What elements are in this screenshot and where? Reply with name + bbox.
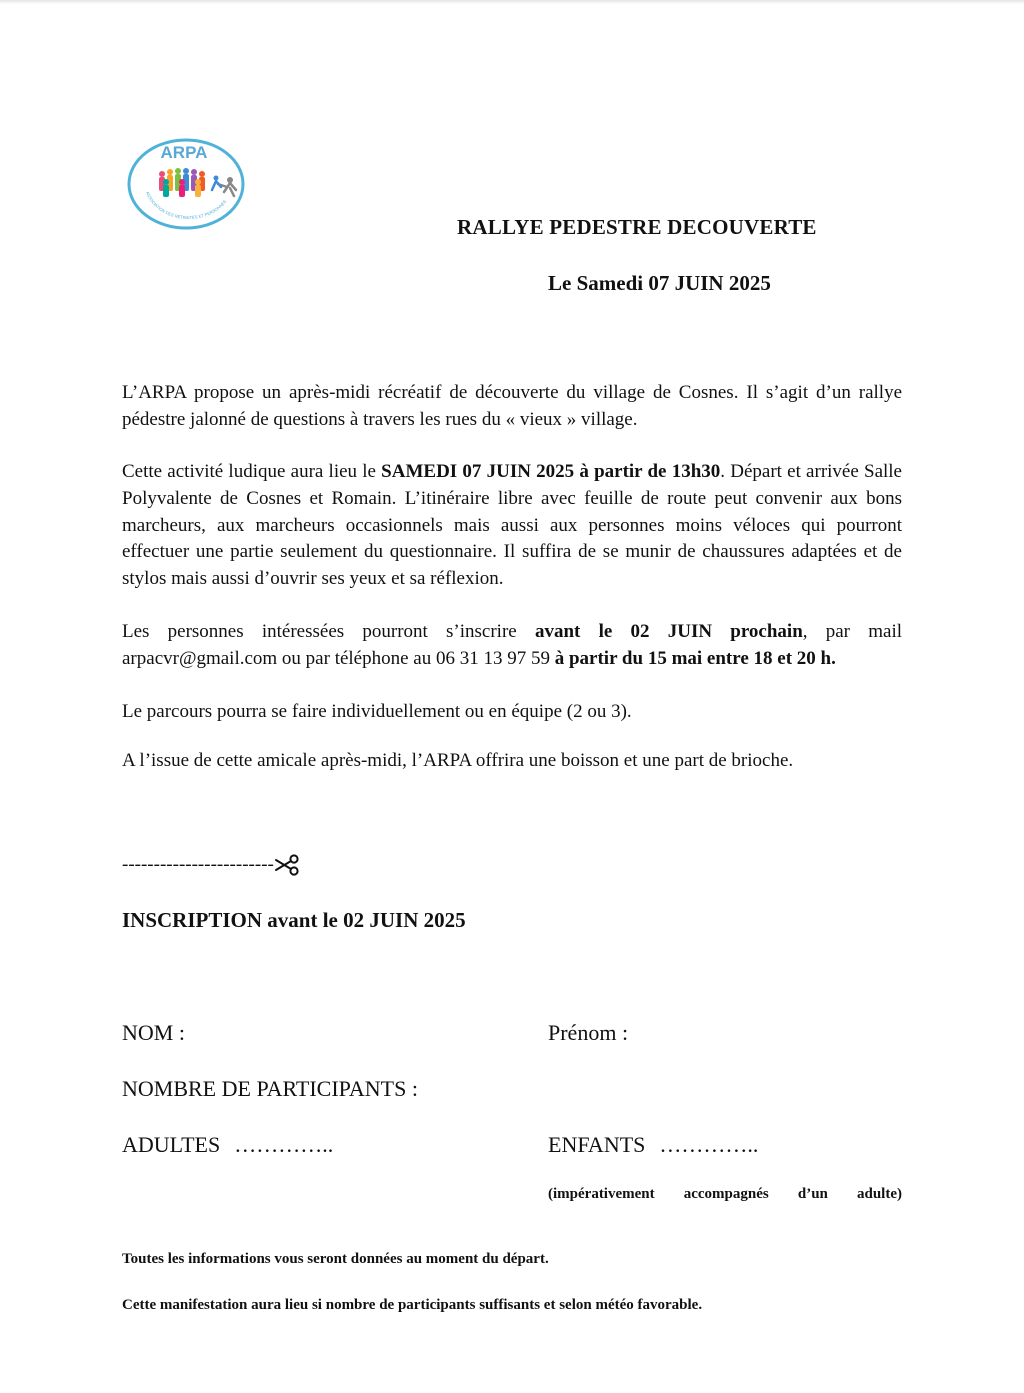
paragraph-closing: A l’issue de cette amicale après-midi, l’ARPA offrira une boisson et une part de brioche. bbox=[122, 750, 794, 771]
logo-ring-text: ASSOCIATION DES RETRAITÉS ET PERSONNES bbox=[145, 190, 228, 221]
arpa-logo bbox=[126, 132, 250, 232]
paragraph-activity bbox=[122, 459, 902, 593]
nom-field-label: NOM : bbox=[122, 1020, 185, 1045]
paragraph-registration bbox=[122, 619, 902, 673]
paragraph-activity-start: Cette activité ludique aura lieu le bbox=[122, 461, 382, 482]
paragraph-team: Le parcours pourra se faire individuellement ou en équipe (2 ou 3). bbox=[122, 701, 632, 722]
registration-hours: à partir du 15 mai entre 18 et 20 h. bbox=[554, 647, 836, 669]
scissors-icon bbox=[274, 854, 300, 876]
registration-deadline: avant le 02 JUIN prochain bbox=[534, 621, 803, 642]
enfants-field bbox=[548, 1132, 758, 1158]
page-top-edge bbox=[0, 0, 1024, 4]
paragraph-intro: L’ARPA propose un après-midi récréatif de découverte du village de Cosnes. Il s’agit d’un rallye pédestre jalonné de questions à travers les rues du « vieux » village. bbox=[122, 382, 902, 430]
adultes-field bbox=[122, 1132, 333, 1158]
cut-line bbox=[122, 854, 300, 876]
enfants-blank: ………….. bbox=[659, 1132, 759, 1157]
children-note: (impérativement accompagnés d’un adulte) bbox=[548, 1186, 902, 1202]
activity-date-time: SAMEDI 07 JUIN 2025 à partir de 13h30 bbox=[381, 461, 721, 482]
document-title: RALLYE PEDESTRE DECOUVERTE bbox=[457, 215, 817, 239]
footer-info: Toutes les informations vous seront données au moment du départ. bbox=[122, 1251, 549, 1267]
adultes-label: ADULTES bbox=[122, 1132, 221, 1157]
logo-title: ARPA bbox=[160, 143, 208, 162]
paragraph-activity-rest: . Départ et arrivée Salle Polyvalente de Cosnes et Romain. L’itinéraire libre avec feuille de route peut convenir aux bons marcheurs, aux marcheurs occasionnels mais aussi aux personnes moins véloces qui pourront effectuer une partie seulement du questionnaire. Il suffira de se munir de chaussures adaptées et de stylos mais aussi d’ouvrir ses yeux et sa réflexion. bbox=[122, 461, 902, 590]
dashed-line: ------------------------ bbox=[122, 854, 274, 875]
enfants-label: ENFANTS bbox=[548, 1132, 646, 1157]
participants-field-label: NOMBRE DE PARTICIPANTS : bbox=[122, 1076, 418, 1101]
document-date: Le Samedi 07 JUIN 2025 bbox=[548, 271, 771, 295]
adultes-blank: ………….. bbox=[234, 1132, 334, 1157]
paragraph-registration-start: Les personnes intéressées pourront s’inscrire bbox=[122, 621, 535, 642]
prenom-field-label: Prénom : bbox=[548, 1020, 629, 1045]
footer-weather-note: Cette manifestation aura lieu si nombre de participants suffisants et selon météo favorable. bbox=[122, 1297, 703, 1313]
inscription-heading: INSCRIPTION avant le 02 JUIN 2025 bbox=[122, 908, 466, 932]
paragraph-registration-contact: , par mail arpacvr@gmail.com ou par téléphone au 06 31 13 97 59 bbox=[122, 621, 903, 669]
